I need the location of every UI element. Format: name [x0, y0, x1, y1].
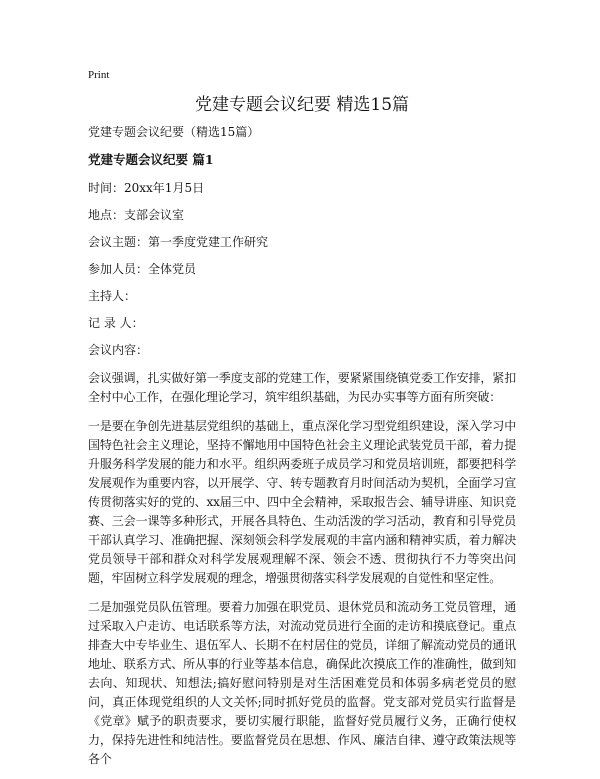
- document-page: [88, 68, 516, 779]
- meeting-content-label: 会议内容：: [88, 343, 149, 357]
- print-label: Print: [88, 69, 110, 81]
- paragraph-intro: 会议强调，扎实做好第一季度支部的党建工作，要紧紧围绕镇党委工作安排，紧扣全村中心工作，在强化理论学习，筑牢组织基础，为民办实事等方面有所突破：: [88, 371, 516, 404]
- meeting-place: 地点：支部会议室: [88, 208, 185, 222]
- meeting-host: 主持人：: [88, 289, 137, 303]
- meeting-time: 时间：20xx年1月5日: [88, 181, 205, 195]
- meeting-recorder: 记 录 人：: [88, 316, 144, 330]
- document-subtitle: 党建专题会议纪要（精选15篇）: [88, 125, 260, 139]
- meeting-attendees: 参加人员：全体党员: [88, 262, 197, 276]
- paragraph-point-one: 一是要在争创先进基层党组织的基础上，重点深化学习型党组织建设，深入学习中国特色社会主义理论，坚持不懈地用中国特色社会主义理论武装党员干部，着力提升服务科学发展的能力和水平。组织两委班子成员学习和党员培训班，都要把科学发展观作为重要内容，以开展学、守、转专题教育月时间活动为契机，全面学习宣传贯彻落实好的党的、xx届三中、四中全会精神，采取报告会、辅导讲座、知识竞赛、三会一课等多种形式，开展各具特色、生动活泼的学习活动，教育和引导党员干部认真学习、准确把握、深刻领会科学发展观的丰富内涵和精神实质，着力解决党员领导干部和群众对科学发展观理解不深、领会不透、贯彻执行不力等突出问题，牢固树立科学发展观的理念，增强贯彻落实科学发展观的自觉性和坚定性。: [88, 419, 516, 585]
- document-title: 党建专题会议纪要 精选15篇: [194, 95, 410, 115]
- meeting-topic: 会议主题：第一季度党建工作研究: [88, 235, 269, 249]
- paragraph-point-two: 二是加强党员队伍管理。要着力加强在职党员、退休党员和流动务工党员管理，通过采取入户走访、电话联系等方法，对流动党员进行全面的走访和摸底登记。重点排查大中专毕业生、退伍军人、长期不在村居住的党员，详细了解流动党员的通讯地址、联系方式、所从事的行业等基本信息，确保此次摸底工作的准确性，做到知去向、知现状、知想法;搞好慰问特别是对生活困难党员和体弱多病老党员的慰问，真正体现党组织的人文关怀;同时抓好党员的监督。党支部对党员实行监督是《党章》赋予的职责要求，要切实履行职能，监督好党员履行义务，正确行使权力，保持先进性和纯洁性。要监督党员在思想、作风、廉洁自律、遵守政策法规等各个: [88, 600, 516, 766]
- section-heading: 党建专题会议纪要 篇1: [88, 152, 214, 167]
